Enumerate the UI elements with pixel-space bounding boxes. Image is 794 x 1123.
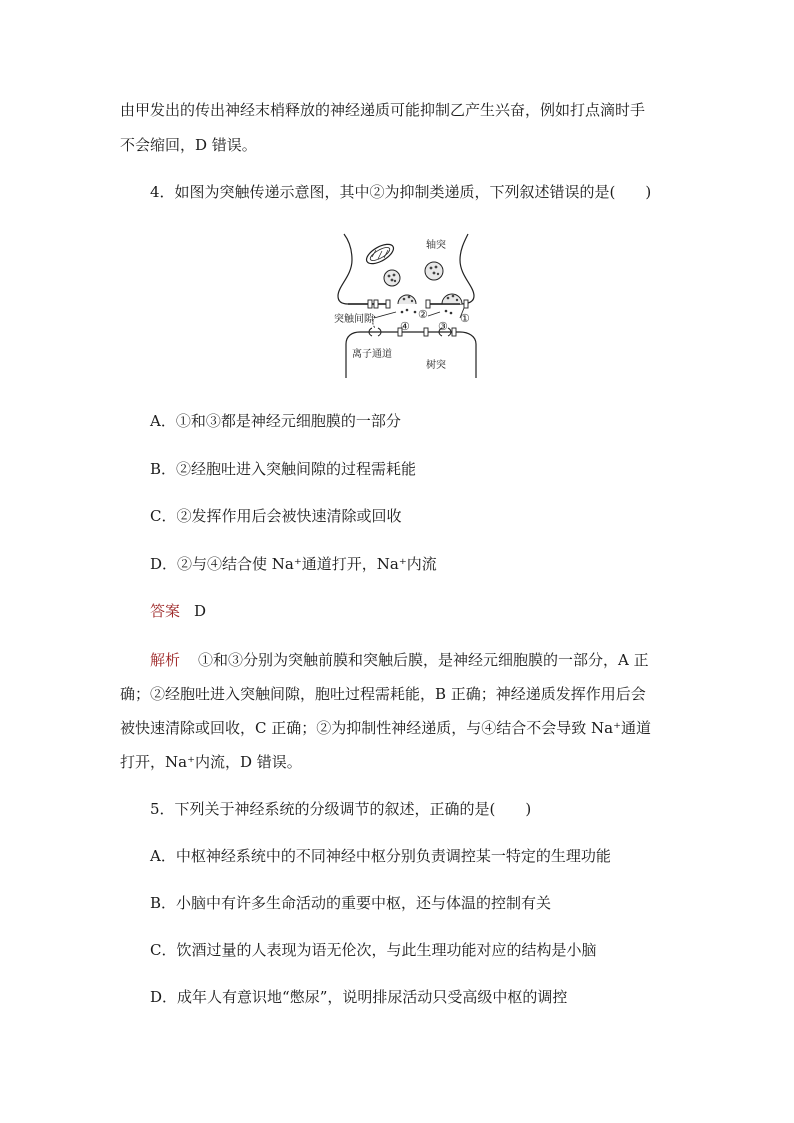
label-axon: 轴突 xyxy=(426,240,446,251)
text-line: 不会缩回，D 错误。 xyxy=(120,136,257,154)
axon-terminal-outline xyxy=(338,234,474,304)
option-a: A．①和③都是神经元细胞膜的一部分 xyxy=(150,412,401,430)
option-d: D．成年人有意识地“憋尿”，说明排尿活动只受高级中枢的调控 xyxy=(150,988,568,1006)
text-line: 由甲发出的传出神经末梢释放的神经递质可能抑制乙产生兴奋，例如打点滴时手 xyxy=(120,101,646,119)
explanation-label: 解析 xyxy=(150,651,181,669)
option-d: D．②与④结合使 Na⁺通道打开，Na⁺内流 xyxy=(150,555,437,573)
fusing-vesicle xyxy=(398,295,416,304)
answer-value: D xyxy=(194,602,207,620)
vesicle xyxy=(384,270,400,286)
label-ion-channel: 离子通道 xyxy=(352,349,392,360)
mitochondrion xyxy=(364,240,397,267)
label-dendrite: 树突 xyxy=(426,360,446,371)
explanation-line: 打开，Na⁺内流，D 错误。 xyxy=(120,753,302,771)
answer xyxy=(150,601,206,621)
synapse-diagram xyxy=(334,232,490,378)
option-a: A．中枢神经系统中的不同神经中枢分别负责调控某一特定的生理功能 xyxy=(150,847,611,865)
option-b: B．小脑中有许多生命活动的重要中枢，还与体温的控制有关 xyxy=(150,894,552,912)
explanation-line: 确；②经胞吐进入突触间隙，胞吐过程需耗能，B 正确；神经递质发挥作用后会 xyxy=(120,685,646,703)
option-c: C．②发挥作用后会被快速清除或回收 xyxy=(150,507,402,525)
marker-2: ② xyxy=(418,308,428,321)
option-c: C．饮酒过量的人表现为语无伦次，与此生理功能对应的结构是小脑 xyxy=(150,941,597,959)
option-b: B．②经胞吐进入突触间隙的过程需耗能 xyxy=(150,460,417,478)
marker-1: ① xyxy=(460,312,470,325)
question-stem: 4．如图为突触传递示意图，其中②为抑制类递质，下列叙述错误的是( ) xyxy=(150,183,652,201)
explanation-text: ①和③分别为突触前膜和突触后膜，是神经元细胞膜的一部分，A 正 xyxy=(198,651,649,669)
question-stem: 5．下列关于神经系统的分级调节的叙述，正确的是( ) xyxy=(150,800,532,818)
marker-4: ④ xyxy=(400,320,410,333)
vesicle xyxy=(425,262,443,280)
answer-label: 答案 xyxy=(150,602,181,620)
label-cleft: 突触间隙 xyxy=(334,314,374,325)
explanation-line: 被快速清除或回收，C 正确；②为抑制性神经递质，与④结合不会导致 Na⁺通道 xyxy=(120,719,652,737)
explanation-first-line xyxy=(150,650,649,670)
marker-3: ③ xyxy=(438,320,448,333)
